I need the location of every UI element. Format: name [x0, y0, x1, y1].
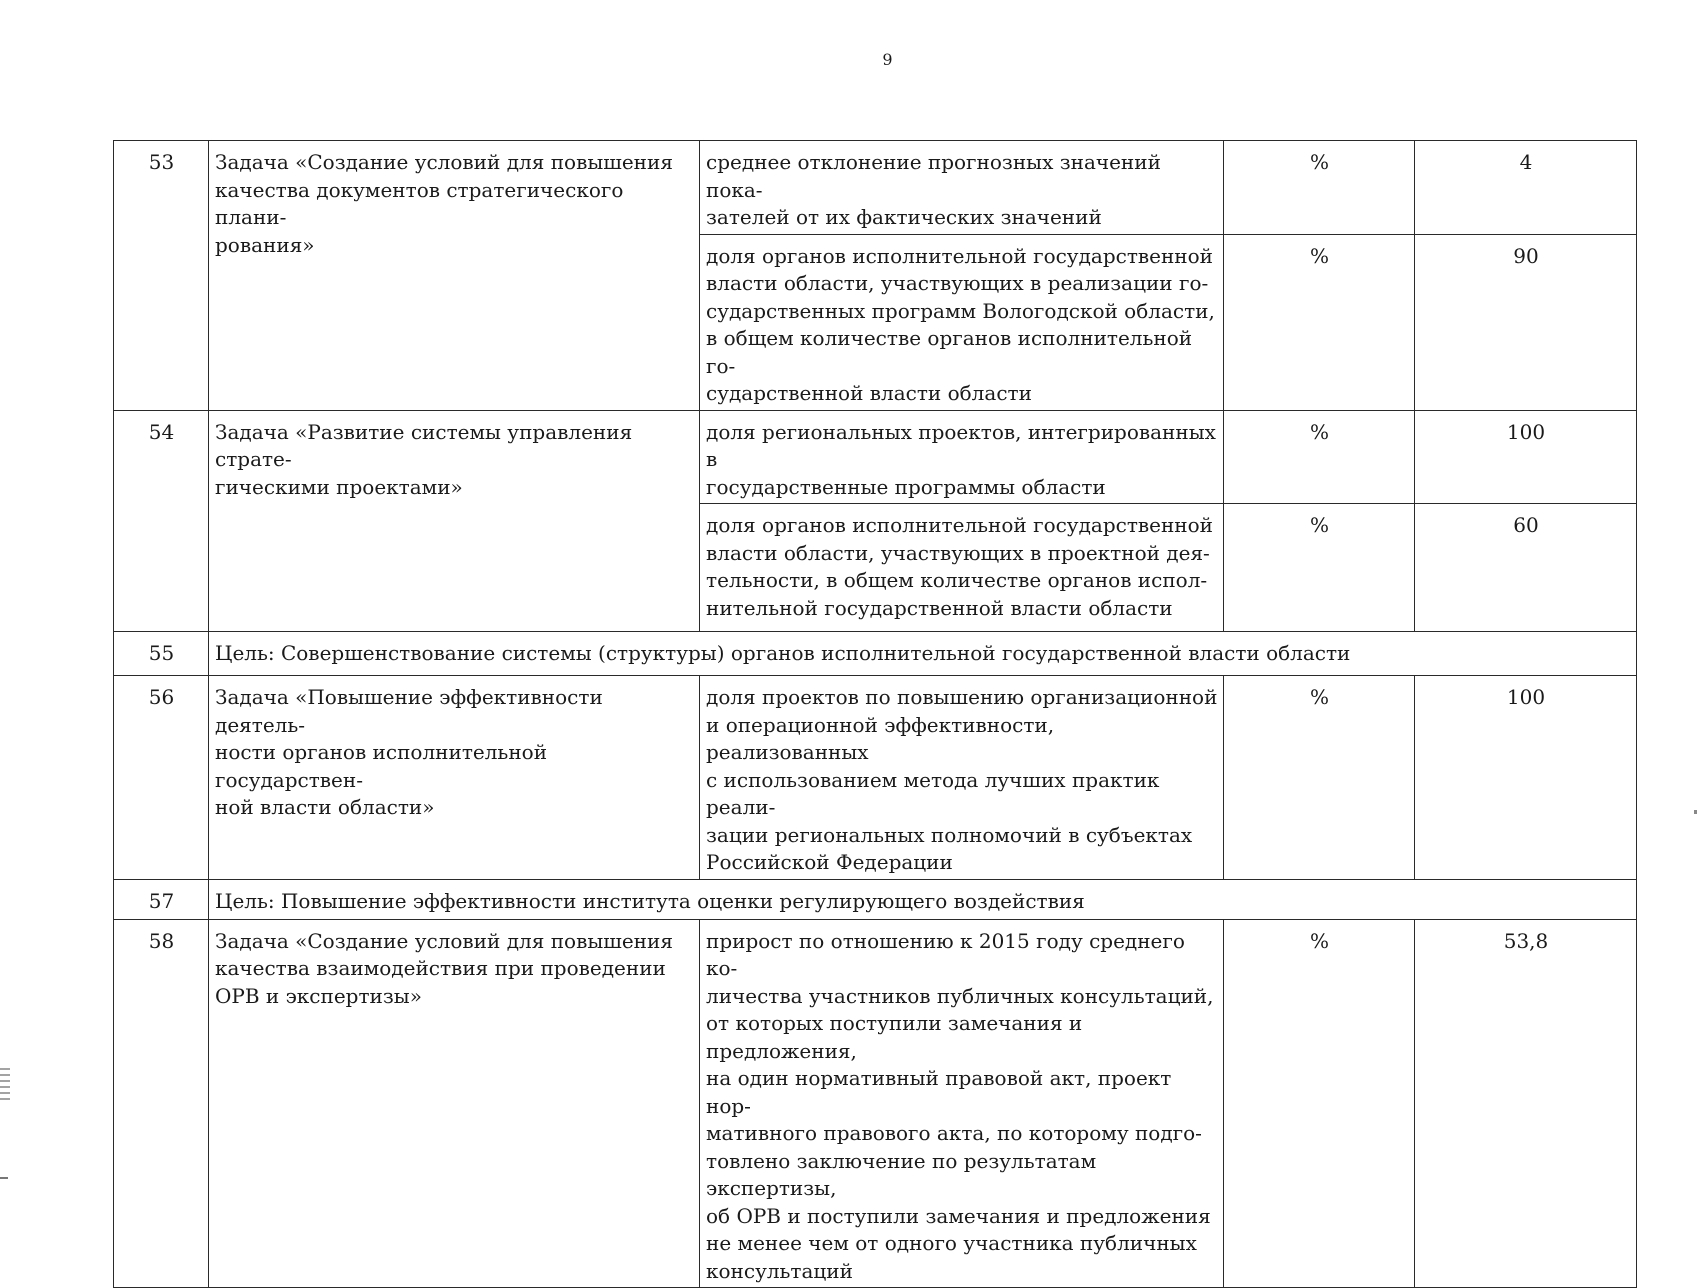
task-cell: Задача «Развитие системы управления страте- гическими проектами» [209, 410, 700, 632]
goal-row [114, 879, 1637, 919]
table-row [114, 141, 1637, 235]
indicators-table [113, 140, 1637, 1288]
goal-cell: Цель: Совершенствование системы (структуры) органов исполнительной государственной власти области [209, 632, 1637, 676]
scan-margin-mark [0, 1068, 10, 1100]
goal-cell: Цель: Повышение эффективности института оценки регулирующего воздействия [209, 879, 1637, 919]
unit-cell: % [1224, 141, 1415, 235]
task-cell: Задача «Повышение эффективности деятель- ности органов исполнительной государствен- ной власти области» [209, 676, 700, 880]
value-cell: 100 [1415, 676, 1637, 880]
unit-cell: % [1224, 234, 1415, 410]
indicator-cell: доля органов исполнительной государственной власти области, участвующих в проектной дея- тельности, в общем количестве органов испол- нительной государственной власти области [700, 504, 1224, 632]
page-number: 9 [882, 50, 893, 69]
table-row [114, 919, 1637, 1288]
row-number: 55 [114, 632, 209, 676]
table-row [114, 410, 1637, 504]
goal-row [114, 632, 1637, 676]
unit-cell: % [1224, 919, 1415, 1288]
indicator-cell: доля проектов по повышению организационной и операционной эффективности, реализованных с использованием метода лучших практик реали- зации региональных полномочий в субъектах Российской Федерации [700, 676, 1224, 880]
table-row [114, 676, 1637, 880]
unit-cell: % [1224, 410, 1415, 504]
value-cell: 60 [1415, 504, 1637, 632]
indicator-cell: доля региональных проектов, интегрированных в государственные программы области [700, 410, 1224, 504]
value-cell: 53,8 [1415, 919, 1637, 1288]
row-number: 56 [114, 676, 209, 880]
indicator-cell: доля органов исполнительной государственной власти области, участвующих в реализации го- сударственных программ Вологодской области, в общем количестве органов исполнительной го- сударственной власти области [700, 234, 1224, 410]
unit-cell: % [1224, 676, 1415, 880]
task-cell: Задача «Создание условий для повышения качества взаимодействия при проведении ОРВ и экспертизы» [209, 919, 700, 1288]
indicator-cell: среднее отклонение прогнозных значений пока- зателей от их фактических значений [700, 141, 1224, 235]
value-cell: 4 [1415, 141, 1637, 235]
task-cell: Задача «Создание условий для повышения качества документов стратегического плани- рования» [209, 141, 700, 411]
indicator-cell: прирост по отношению к 2015 году среднего ко- личества участников публичных консультаций, от которых поступили замечания и предложения, на один нормативный правовой акт, проект нор- мативного правового акта, по которому подго- товлено заключение по результатам экспертизы, об ОРВ и поступили замечания и предложения не менее чем от одного участника публичных консультаций [700, 919, 1224, 1288]
unit-cell: % [1224, 504, 1415, 632]
row-number: 54 [114, 410, 209, 632]
row-number: 57 [114, 879, 209, 919]
scan-margin-dash [0, 1177, 8, 1179]
value-cell: 100 [1415, 410, 1637, 504]
value-cell: 90 [1415, 234, 1637, 410]
row-number: 58 [114, 919, 209, 1288]
row-number: 53 [114, 141, 209, 411]
